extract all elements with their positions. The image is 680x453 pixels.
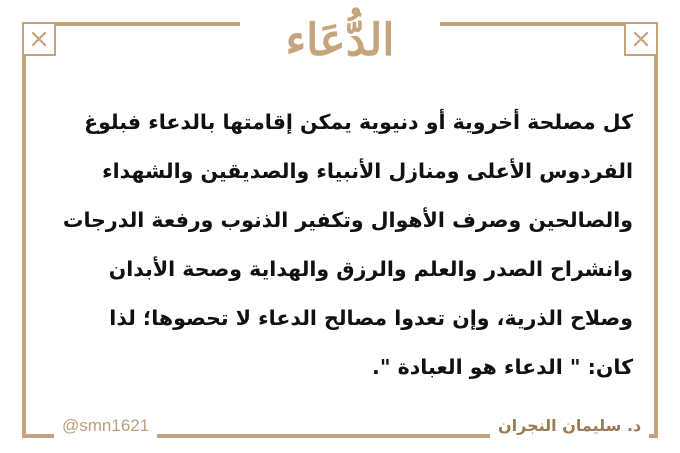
body-line: كان: " الدعاء هو العبادة ".: [372, 355, 633, 379]
body-line: وانشراح الصدر والعلم والرزق والهداية وصحة الأبدان: [108, 257, 633, 281]
body-paragraph: [58, 98, 633, 392]
corner-badge-left: [22, 22, 56, 56]
body-line: والصالحين وصرف الأهوال وتكفير الذنوب ورفعة الدرجات: [62, 208, 633, 232]
x-logo-icon: [633, 31, 649, 47]
x-logo-icon: [31, 31, 47, 47]
author-handle: @smn1621: [54, 412, 157, 440]
body-line: الفردوس الأعلى ومنازل الأنبياء والصديقين والشهداء: [102, 159, 633, 183]
author-name: د. سليمان النجران: [490, 412, 649, 440]
body-line: وصلاح الذرية، وإن تعدوا مصالح الدعاء لا تحصوها؛ لذا: [109, 306, 633, 330]
corner-badge-right: [624, 22, 658, 56]
page-title: الدُّعَاء: [285, 14, 395, 66]
body-line: كل مصلحة أخروية أو دنيوية يمكن إقامتها بالدعاء فبلوغ: [84, 110, 633, 134]
title-container: [240, 0, 440, 80]
